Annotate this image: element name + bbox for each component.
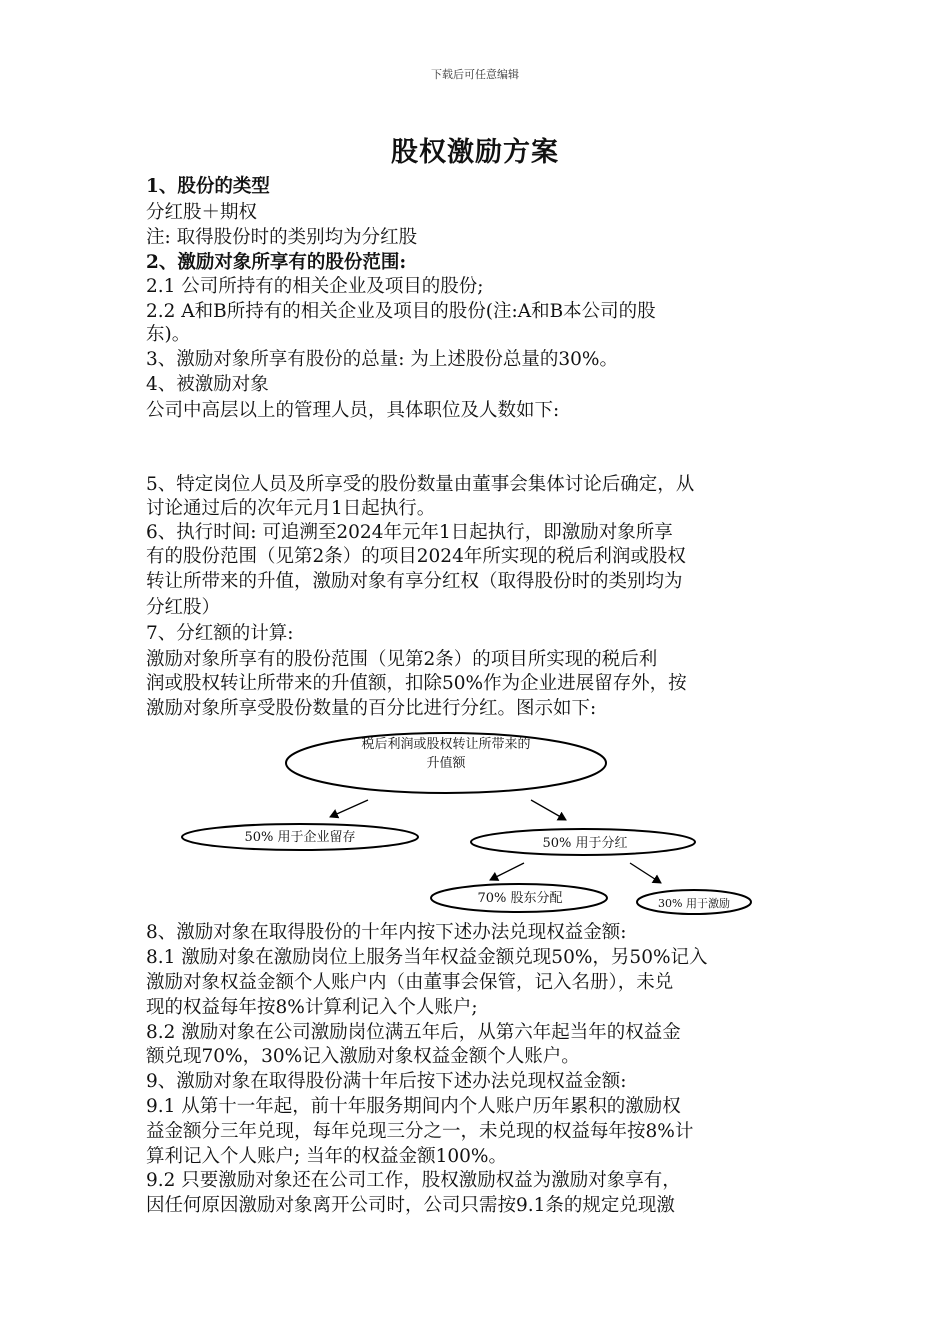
paragraph-line: 2.2 A和B所持有的相关企业及项目的股份(注:A和B本公司的股 xyxy=(146,301,656,322)
paragraph-line: 算利记入个人账户; 当年的权益金额100%。 xyxy=(146,1146,508,1167)
section-9-heading: 9、激励对象在取得股份满十年后按下述办法兑现权益金额: xyxy=(146,1071,627,1092)
paragraph-line: 激励对象所享有的股份范围（见第2条）的项目所实现的税后利 xyxy=(146,649,658,670)
root-label-line2: 升值额 xyxy=(426,756,466,771)
paragraph-line: 2.1 公司所持有的相关企业及项目的股份; xyxy=(146,276,484,297)
paragraph-line: 分红股） xyxy=(146,597,221,618)
paragraph-line: 益金额分三年兑现，每年兑现三分之一，未兑现的权益每年按8%计 xyxy=(146,1121,694,1142)
section-8-heading: 8、激励对象在取得股份的十年内按下述办法兑现权益金额: xyxy=(146,922,627,943)
paragraph-line: 转让所带来的升值，激励对象有享分红权（取得股份时的类别均为 xyxy=(146,571,683,592)
paragraph-line: 4、被激励对象 xyxy=(146,374,269,395)
paragraph-line: 8.1 激励对象在激励岗位上服务当年权益金额兑现50%，另50%记入 xyxy=(146,947,708,968)
paragraph-line: 9.2 只要激励对象还在公司工作，股权激励权益为激励对象享有， xyxy=(146,1170,681,1191)
arrow-sub2 xyxy=(630,863,661,883)
paragraph-line: 现的权益每年按8%计算利记入个人账户; xyxy=(146,997,478,1018)
section-2-heading: 2、激励对象所享有的股份范围: xyxy=(146,252,407,273)
paragraph-line: 润或股权转让所带来的升值额，扣除50%作为企业进展留存外，按 xyxy=(146,673,687,694)
paragraph-line: 因任何原因激励对象离开公司时，公司只需按9.1条的规定兑现激 xyxy=(146,1195,675,1216)
paragraph-line: 3、激励对象所享有股份的总量: 为上述股份总量的30%。 xyxy=(146,349,619,370)
paragraph-line: 东)。 xyxy=(146,324,191,345)
paragraph-line: 8.2 激励对象在公司激励岗位满五年后，从第六年起当年的权益金 xyxy=(146,1022,681,1043)
arrow-right xyxy=(531,800,566,820)
arrow-left xyxy=(330,800,368,817)
paragraph-line: 分红股＋期权 xyxy=(146,202,258,223)
dividend-label: 50% 用于分红 xyxy=(542,836,628,851)
paragraph-line: 公司中高层以上的管理人员，具体职位及人数如下: xyxy=(146,400,560,421)
section-7-heading: 7、分红额的计算: xyxy=(146,623,294,644)
page-header: 下载后可任意编辑 xyxy=(431,68,519,81)
paragraph-line: 5、特定岗位人员及所享受的股份数量由董事会集体讨论后确定，从 xyxy=(146,474,695,495)
dividend-flow-diagram xyxy=(0,720,950,925)
root-label-line1: 税后利润或股权转让所带来的 xyxy=(361,737,531,752)
incentive-label: 30% 用于激励 xyxy=(658,897,730,910)
document-title: 股权激励方案 xyxy=(391,137,559,168)
section-1-heading: 1、股份的类型 xyxy=(146,176,270,197)
paragraph-line: 激励对象所享受股份数量的百分比进行分红。图示如下: xyxy=(146,698,597,719)
shareholder-label: 70% 股东分配 xyxy=(477,891,563,906)
paragraph-line: 注: 取得股份时的类别均为分红股 xyxy=(146,227,418,248)
paragraph-line: 讨论通过后的次年元月1日起执行。 xyxy=(146,498,436,519)
paragraph-line: 有的股份范围（见第2条）的项目2024年所实现的税后利润或股权 xyxy=(146,546,686,567)
paragraph-line: 9.1 从第十一年起，前十年服务期间内个人账户历年累积的激励权 xyxy=(146,1096,681,1117)
arrow-sub1 xyxy=(490,863,524,880)
paragraph-line: 激励对象权益金额个人账户内（由董事会保管，记入名册），未兑 xyxy=(146,972,674,993)
retain-label: 50% 用于企业留存 xyxy=(244,830,356,845)
paragraph-line: 6、执行时间: 可追溯至2024年元年1日起执行，即激励对象所享 xyxy=(146,522,673,543)
paragraph-line: 额兑现70%，30%记入激励对象权益金额个人账户。 xyxy=(146,1046,580,1067)
